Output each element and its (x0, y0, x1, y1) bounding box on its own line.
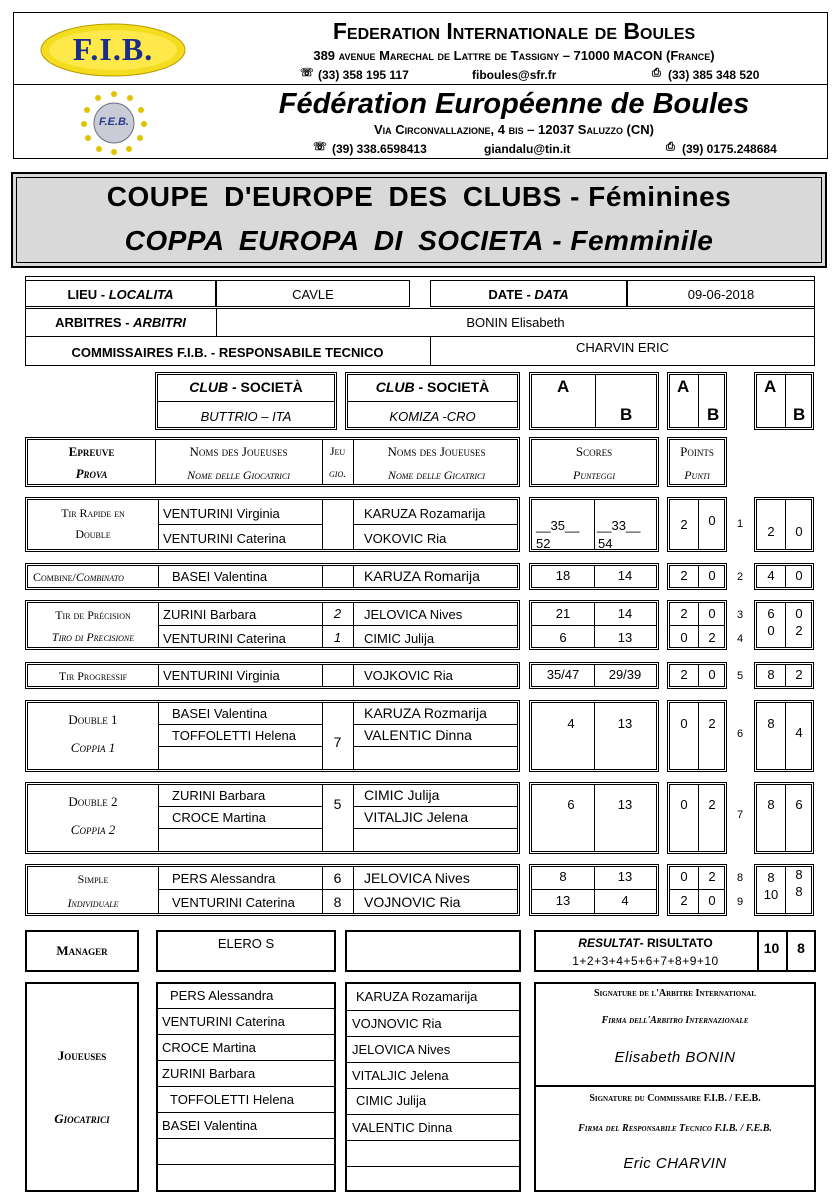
event-4-score-a: 35/47 (546, 667, 580, 682)
result-formula: 1+2+3+4+5+6+7+8+9+10 (572, 954, 719, 968)
feb-fax-icon: ⎙ (666, 141, 675, 153)
event-5-b2: VALENTIC Dinna (364, 727, 472, 743)
event-7-index2: 9 (736, 896, 744, 908)
event-7-point-b1: 2 (708, 869, 716, 884)
event-7-score-b1: 13 (617, 869, 633, 884)
player-b-6: VALENTIC Dinna (352, 1120, 453, 1135)
event-6-name2: Coppia 2 (70, 822, 116, 837)
event-2-point-a: 2 (680, 568, 688, 583)
event-4-score-b: 29/39 (608, 667, 642, 682)
event-4-name: Tir Progressif (58, 669, 128, 683)
event-4-cumul-b: 2 (795, 667, 803, 682)
event-2-b1: KARUZA Romarija (364, 568, 480, 584)
player-b-5: CIMIC Julija (356, 1093, 427, 1108)
event-7-name2: Individuale (67, 896, 119, 910)
event-4-b1: VOJKOVIC Ria (364, 668, 453, 683)
event-3-cumul-a1: 6 (767, 606, 775, 621)
hdr-punti: Punti (684, 468, 710, 482)
result-b: 8 (797, 940, 805, 956)
result-label: RESULTAT- RISULTATO (578, 936, 713, 950)
event-3-score-b1: 14 (617, 606, 633, 621)
event-1-score-a: __35__ (536, 518, 580, 533)
event-2-score-a: 18 (555, 568, 571, 583)
fib-logo-text: F.I.B. (72, 31, 154, 67)
feb-logo-text: F.E.B. (99, 116, 129, 128)
event-6-jeu: 5 (333, 796, 342, 812)
hdr-nome-a: Nome delle Giocatrici (187, 468, 290, 482)
event-7-cumul-b2: 8 (795, 884, 803, 899)
event-4-cumul-a: 8 (767, 667, 775, 682)
event-5-a1: BASEI Valentina (172, 706, 268, 721)
cumul-b-letter: B (793, 405, 806, 424)
event-7-point-a1: 0 (680, 869, 688, 884)
event-6-index: 7 (736, 809, 744, 821)
event-5-points (667, 700, 727, 772)
event-1-point-a: 2 (680, 517, 688, 532)
event-5-cumul-a: 8 (767, 716, 775, 731)
fib-logo (38, 20, 188, 78)
date-label: DATE - DATA (488, 287, 569, 302)
hdr-noms-a: Noms des Joueuses (189, 444, 288, 459)
event-2-index: 2 (736, 571, 744, 583)
feb-email: giandalu@tin.it (484, 142, 571, 156)
fib-fax: (33) 385 348 520 (668, 68, 760, 82)
event-6-cumul-b: 6 (795, 797, 803, 812)
title-it (11, 227, 827, 255)
club-b-label: CLUB - SOCIETÀ (375, 379, 490, 395)
event-3-point-b1: 0 (708, 606, 716, 621)
commissaires-label: COMMISSAIRES F.I.B. - RESPONSABILE TECNICO (71, 345, 384, 360)
fib-phone: (33) 358 195 117 (318, 68, 409, 82)
score-a-letter: A (557, 377, 570, 396)
players-b-box (345, 982, 521, 1192)
event-3-name1: Tir de Précision (55, 608, 131, 622)
event-5-cumul-b: 4 (795, 725, 803, 740)
event-3-score-b2: 13 (617, 630, 633, 645)
event-5-a2: TOFFOLETTI Helena (172, 728, 297, 743)
event-3-point-a2: 0 (680, 630, 688, 645)
event-3-score-a1: 21 (555, 606, 571, 621)
player-a-3: CROCE Martina (162, 1040, 256, 1055)
date-value: 09-06-2018 (687, 287, 755, 302)
event-6-score-b: 13 (617, 797, 633, 812)
title-fr-main: COUPE D'EUROPE DES CLUBS (106, 181, 562, 212)
players-label-it: Giocatrici (54, 1111, 110, 1126)
event-3-b2: CIMIC Julija (364, 631, 435, 646)
event-7-score-b2: 4 (621, 893, 629, 908)
event-3-point-b2: 2 (708, 630, 716, 645)
event-7-point-b2: 0 (708, 893, 716, 908)
sig-arbitre-fr: Signature de l'Arbitre International (593, 988, 757, 999)
commissaires-value: CHARVIN ERIC (576, 340, 669, 355)
event-3-jeu1: 2 (333, 606, 342, 621)
hdr-epreuve: Epreuve (68, 444, 115, 459)
sig-arbitre-it: Firma dell'Arbitro Internazionale (601, 1015, 749, 1026)
event-1-b1: KARUZA Rozamarija (364, 506, 486, 521)
lieu-value: CAVLE (292, 287, 334, 302)
feb-fax: (39) 0175.248684 (682, 142, 777, 156)
event-3-point-a1: 2 (680, 606, 688, 621)
hdr-noms-b: Noms des Joueuses (387, 444, 486, 459)
player-b-4: VITALJIC Jelena (352, 1068, 449, 1083)
event-7-jeu2: 8 (333, 894, 342, 910)
event-7-cumul-b1: 8 (795, 867, 803, 882)
event-7-index1: 8 (736, 872, 744, 884)
fib-fax-icon: ⎙ (652, 67, 661, 79)
player-a-2: VENTURINI Caterina (162, 1014, 285, 1029)
arbitres-label: ARBITRES - ARBITRI (55, 315, 186, 330)
lieu-label: LIEU - LOCALITA (67, 287, 174, 302)
event-7-cumul-a2: 10 (763, 887, 779, 902)
feb-address: Via Circonvallazione, 4 bis – 12037 Saluzzo (CN) (374, 122, 654, 137)
event-1-a1: VENTURINI Virginia (163, 506, 280, 521)
event-1-index: 1 (736, 518, 744, 530)
event-2-cumul-b: 0 (795, 568, 803, 583)
event-3-cumul-a2: 0 (767, 623, 775, 638)
hdr-gio: gio. (329, 468, 346, 480)
hdr-points: Points (680, 444, 714, 459)
event-7-a1: PERS Alessandra (172, 871, 276, 886)
manager-a-value: ELERO S (217, 936, 275, 951)
event-3-cumul-b2: 2 (795, 623, 803, 638)
score-b-letter: B (620, 405, 633, 424)
feb-phone: (39) 338.6598413 (332, 142, 427, 156)
event-5-b1: KARUZA Rozmarija (364, 705, 487, 721)
hdr-scores: Scores (575, 444, 613, 459)
event-4-index: 5 (736, 670, 744, 682)
event-1-point-b: 0 (708, 513, 716, 528)
manager-b-box (345, 930, 521, 972)
letterhead-divider (13, 84, 828, 85)
title-it-main: COPPA EUROPA DI SOCIETA (124, 225, 544, 256)
event-5-point-b: 2 (708, 716, 716, 731)
score-ab-header (529, 372, 659, 430)
player-b-2: VOJNOVIC Ria (352, 1016, 442, 1031)
club-a-label: CLUB - SOCIETÀ (189, 379, 303, 395)
event-3-cumul-b1: 0 (795, 606, 803, 621)
event-4-point-a: 2 (680, 667, 688, 682)
hdr-nome-b: Nome delle Gicatrici (387, 468, 486, 482)
event-1-cumul-a: 2 (767, 524, 775, 539)
event-6-score-a: 6 (567, 797, 575, 812)
event-7-cumul-a1: 8 (767, 870, 775, 885)
points-b-letter: B (707, 405, 720, 424)
feb-phone-icon: ☏ (313, 141, 327, 153)
event-7-point-a2: 2 (680, 893, 688, 908)
player-a-6: BASEI Valentina (162, 1118, 258, 1133)
hdr-jeu: Jeu (329, 444, 346, 458)
feb-name: Fédération Européenne de Boules (278, 88, 750, 120)
sig-comm-fr: Signature du Commissaire F.I.B. / F.E.B. (589, 1093, 761, 1104)
club-a-name: BUTTRIO – ITA (200, 409, 292, 424)
fib-address: 389 avenue Marechal de Lattre de Tassigny – 71000 MACON (France) (313, 48, 715, 63)
event-7-name1: Simple (77, 872, 109, 886)
event-3-index2: 4 (736, 633, 744, 645)
event-5-name1: Double 1 (68, 712, 118, 727)
event-1-cumul-b: 0 (795, 524, 803, 539)
event-6-points (667, 782, 727, 854)
cumul-a-letter: A (764, 377, 777, 396)
event-3-index1: 3 (736, 609, 744, 621)
event-3-a1: ZURINI Barbara (163, 607, 257, 622)
event-4-point-b: 0 (708, 667, 716, 682)
sig-comm-name: Eric CHARVIN (623, 1155, 727, 1172)
event-5-index: 6 (736, 728, 744, 740)
event-2-point-b: 0 (708, 568, 716, 583)
event-3-a2: VENTURINI Caterina (163, 631, 286, 646)
event-1-score-b: __33__ (597, 518, 641, 533)
event-7-jeu1: 6 (333, 870, 342, 886)
club-b-name: KOMIZA -CRO (389, 409, 476, 424)
fib-phone-icon: ☏ (300, 67, 314, 79)
arbitres-value: BONIN Elisabeth (466, 315, 565, 330)
event-6-b2: VITALJIC Jelena (364, 809, 469, 825)
event-6-a2: CROCE Martina (172, 810, 266, 825)
event-5-point-a: 0 (680, 716, 688, 731)
event-2-name: Combine/Combinato (33, 570, 124, 584)
event-7-score-a1: 8 (559, 869, 567, 884)
event-3-b1: JELOVICA Nives (364, 607, 463, 622)
title-it-sub: - Femminile (552, 225, 714, 256)
title-fr (11, 183, 827, 211)
event-1-name2: Double (75, 527, 111, 541)
manager-label: Manager (56, 943, 108, 958)
event-1-name1: Tir Rapide en (61, 506, 125, 520)
event-1-a2: VENTURINI Caterina (163, 531, 286, 546)
event-5-jeu: 7 (333, 734, 342, 750)
event-1-score-a2: 52 (536, 536, 551, 551)
event-6-b1: CIMIC Julija (364, 787, 440, 803)
event-6-cumul (754, 782, 814, 854)
players-label-fr: Joueuses (57, 1048, 107, 1063)
event-2-a1: BASEI Valentina (172, 569, 268, 584)
event-5-name2: Coppia 1 (70, 740, 116, 755)
player-a-1: PERS Alessandra (170, 988, 274, 1003)
event-6-a1: ZURINI Barbara (172, 788, 266, 803)
event-7-score-a2: 13 (555, 893, 571, 908)
sig-arbitre-name: Elisabeth BONIN (614, 1049, 736, 1066)
fib-email: fiboules@sfr.fr (472, 68, 557, 82)
result-a: 10 (763, 940, 780, 956)
player-b-3: JELOVICA Nives (352, 1042, 451, 1057)
event-1-score-b2: 54 (598, 536, 613, 551)
event-5-score-a: 4 (567, 716, 575, 731)
feb-logo (78, 88, 150, 156)
points-a-letter: A (677, 377, 690, 396)
event-7-b2: VOJNOVIC Ria (364, 894, 461, 910)
event-1-b2: VOKOVIC Ria (364, 531, 447, 546)
event-6-point-a: 0 (680, 797, 688, 812)
event-2-cumul-a: 4 (767, 568, 775, 583)
event-3-score-a2: 6 (559, 630, 567, 645)
player-a-4: ZURINI Barbara (162, 1066, 256, 1081)
event-2-score-b: 14 (617, 568, 633, 583)
fib-name: Federation Internationale de Boules (332, 18, 696, 44)
player-b-1: KARUZA Rozamarija (356, 989, 478, 1004)
hdr-punteggi: Punteggi (573, 468, 615, 482)
event-6-cumul-a: 8 (767, 797, 775, 812)
event-6-point-b: 2 (708, 797, 716, 812)
event-6-name1: Double 2 (68, 794, 118, 809)
players-label-box (25, 982, 139, 1192)
title-fr-sub: - Féminines (570, 181, 732, 212)
sig-comm-it: Firma del Responsabile Tecnico F.I.B. / F.E.B. (578, 1123, 772, 1134)
event-3-jeu2: 1 (333, 630, 342, 645)
event-4-a1: VENTURINI Virginia (163, 668, 280, 683)
player-a-5: TOFFOLETTI Helena (170, 1092, 295, 1107)
event-7-b1: JELOVICA Nives (364, 870, 470, 886)
event-7-a2: VENTURINI Caterina (172, 895, 295, 910)
event-5-score-b: 13 (617, 716, 633, 731)
event-3-name2: Tiro di Precisione (51, 630, 135, 644)
hdr-prova: Prova (75, 466, 108, 481)
